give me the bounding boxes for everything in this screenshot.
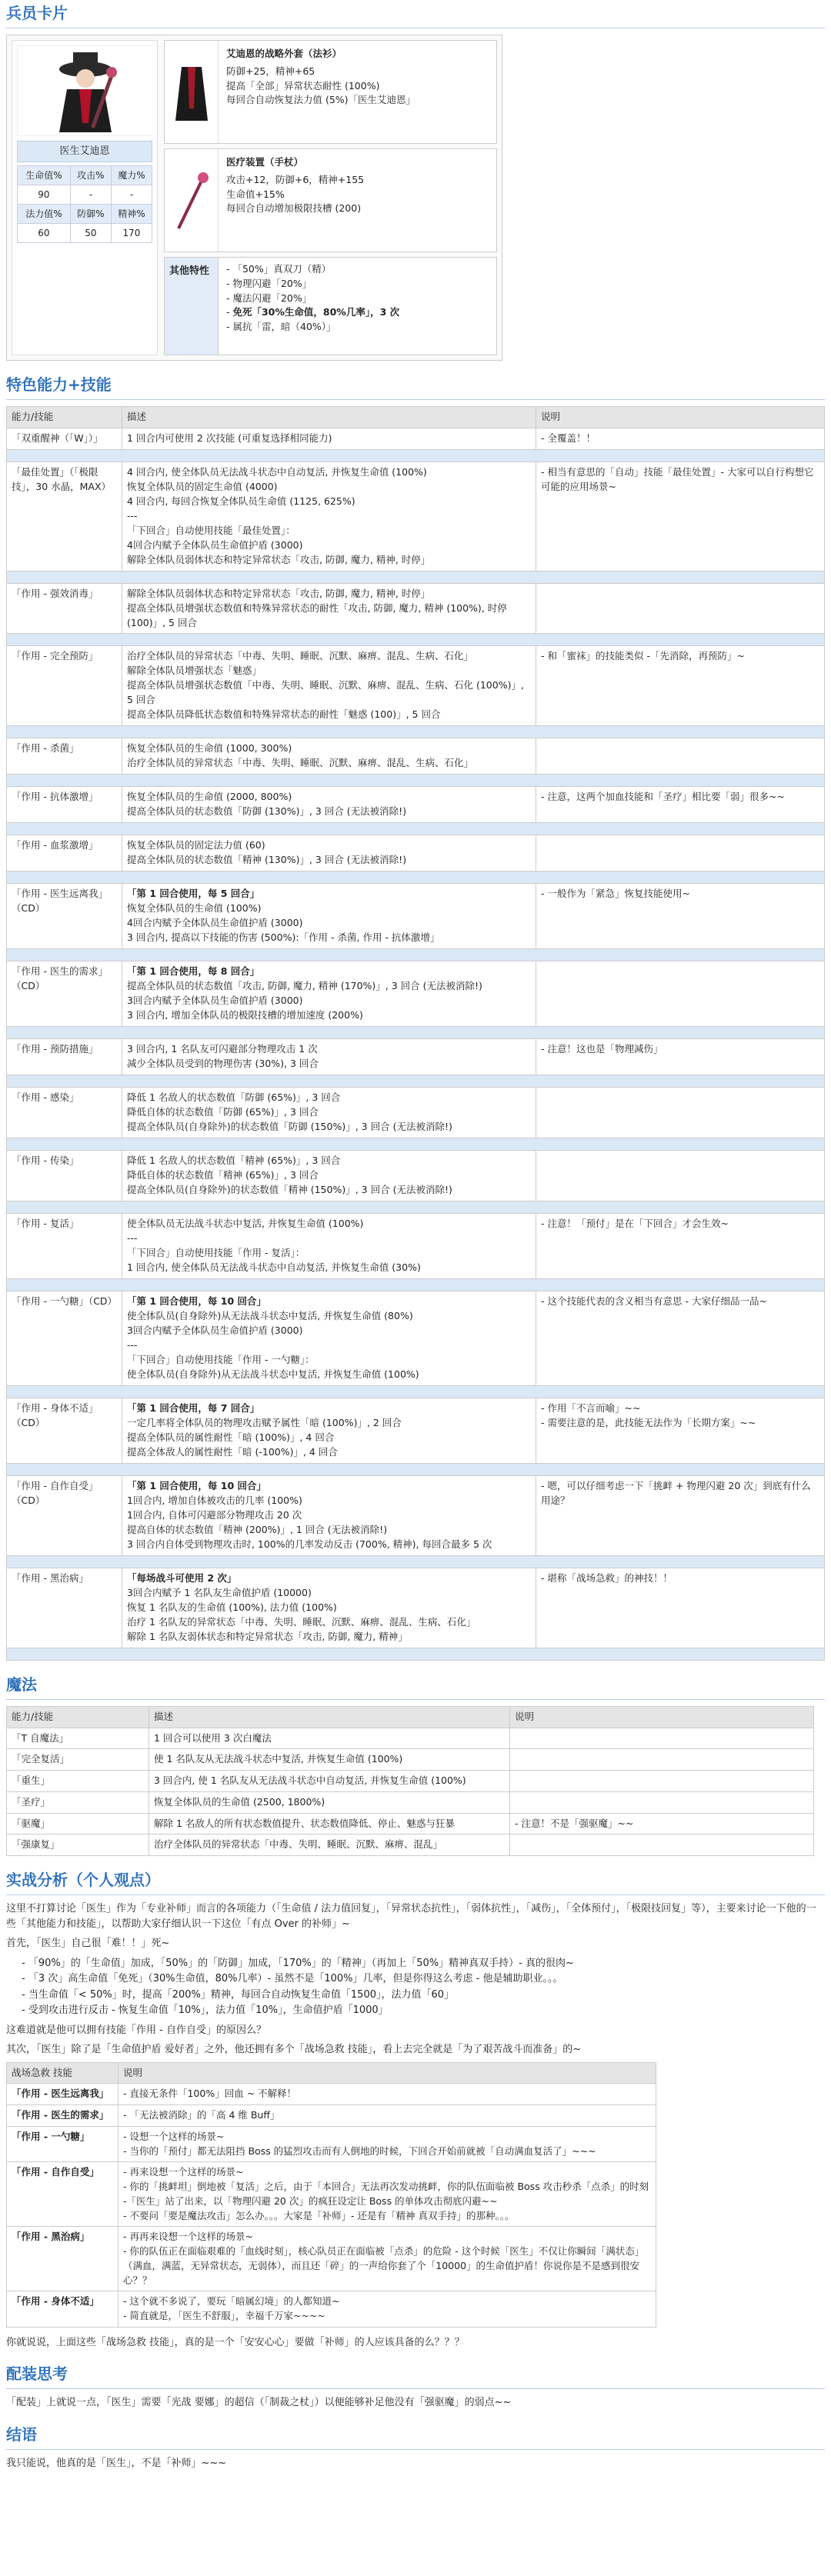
skill-name: 「作用 - 预防措施」	[7, 1038, 122, 1075]
skill-note	[536, 1087, 825, 1138]
desc-line: 治疗 1 名队友的异常状态「中毒、失明、睡眠、沉默、麻痹、混乱、生病、石化」	[127, 1615, 476, 1628]
skill-row	[7, 1568, 825, 1648]
equip-title: 医疗装置（手杖）	[226, 156, 304, 168]
separator-cell	[7, 1385, 825, 1398]
column-header: 能力/技能	[7, 407, 122, 428]
skill-row	[7, 1150, 825, 1201]
desc-line: 解除全体队员弱体状态和特定异常状态「攻击, 防御, 魔力, 精神, 时停」	[127, 587, 431, 599]
row-separator	[7, 1201, 825, 1213]
list-item: - 当生命值「< 50%」时，提高「200%」精神，每回合自动恢复生命值「1500」，法力值「60」	[22, 1988, 455, 2001]
trait-item: - 魔法闪避「20%」	[226, 292, 312, 304]
character-portrait	[17, 45, 152, 136]
desc-line: 「下回合」自动使用技能「作用 - 复活」：	[127, 1246, 305, 1258]
equip-line: 攻击+12，防御+6，精神+155	[226, 173, 365, 185]
magic-name: 「重生」	[7, 1771, 149, 1792]
desc-line: 降低 1 名敌人的状态数值「精神 (65%)」, 3 回合	[127, 1154, 341, 1166]
magic-note	[510, 1771, 814, 1792]
skill-name: 「作用 - 血浆激增」	[7, 835, 122, 871]
unit-card	[6, 35, 502, 361]
magic-row	[7, 1749, 814, 1771]
desc-line: 「每场战斗可使用 2 次」	[127, 1571, 237, 1584]
desc-line: 「下回合」自动使用技能「作用 - 一勺糖」：	[127, 1353, 315, 1365]
row-separator	[7, 871, 825, 883]
skill-note: - 作用「不言而喻」~~ - 需要注意的是，此技能无法作为「长期方案」~~	[536, 1398, 825, 1463]
section-title-conclusion: 结语	[6, 2421, 825, 2450]
desc-line: 恢复全体队员的生命值 (2000, 800%)	[127, 790, 292, 802]
skill-note	[536, 583, 825, 634]
skill-name: 「最佳处置」（「极限技」，30 水晶，MAX）	[7, 462, 122, 571]
desc-line: 「下回合」自动使用技能「最佳处置」：	[127, 524, 295, 536]
desc-line: 提高全体队员的状态数值「防御 (130%)」, 3 回合 (无法被消除!)	[127, 805, 407, 817]
conclusion-text: 我只能说，他真的是「医生」，不是「补师」~~~	[6, 2457, 227, 2469]
aid-row	[7, 2084, 656, 2105]
desc-line: 1回合内, 增加自体被攻击的几率 (100%)	[127, 1494, 302, 1506]
skill-row	[7, 883, 825, 948]
skill-desc	[122, 1475, 536, 1555]
desc-line: 恢复全体队员的生命值 (100%)	[127, 901, 262, 914]
stat-value: 60	[18, 223, 71, 242]
equipment-panel	[164, 40, 497, 355]
analysis-intro: 这里不打算讨论「医生」作为「专业补师」而言的各项能力（「生命值 / 法力值回复」，「异常状态抗性」，「弱体抗性」，「减伤」，「全体预付」，「极限技回复」等），主要来讨论一下他的一些「其他能力和技能」，以帮助大家仔细认识一下这位「有点 Over 的补师」~	[6, 1903, 816, 1930]
skill-note	[536, 1150, 825, 1201]
column-header: 描述	[149, 1706, 510, 1728]
aid-skill-name: 「作用 - 医生的需求」	[7, 2105, 118, 2127]
equip-line: 防御+25，精神+65	[226, 65, 315, 77]
desc-line: 治疗全体队员的异常状态「中毒、失明、睡眠、沉默、麻痹、混乱、生病、石化」	[127, 650, 474, 662]
row-separator	[7, 634, 825, 646]
character-name: 医生艾迪恩	[17, 141, 152, 162]
desc-line: ---	[127, 1338, 138, 1351]
skill-row	[7, 961, 825, 1026]
desc-line: ---	[127, 1231, 138, 1244]
magic-row	[7, 1813, 814, 1835]
skill-note: - 这个技能代表的含义相当有意思 - 大家仔细品一品~	[536, 1291, 825, 1385]
desc-line: 解除全体队员增强状态「魅惑」	[127, 665, 262, 677]
list-item: - 「90%」的「生命值」加成，「50%」的「防御」加成，「170%」的「精神」（再加上「50%」精神真双手持）- 真的很肉~	[22, 1957, 574, 1969]
column-header: 描述	[122, 407, 536, 428]
skill-desc	[122, 1213, 536, 1278]
skill-desc	[122, 462, 536, 571]
magic-note: - 注意！不是「强驱魔」~~	[510, 1813, 814, 1835]
desc-line: 提高全体队员增强状态数值和特殊异常状态的耐性「攻击, 防御, 魔力, 精神 (100%), 时停 (100)」, 5 回合	[127, 602, 507, 628]
equip-title: 艾迪恩的战略外套（法衫）	[226, 48, 342, 59]
aid-note: - 「无法被消除」的「高 4 维 Buff」	[118, 2105, 656, 2127]
row-separator	[7, 1278, 825, 1291]
list-item: - 「3 次」高生命值「免死」（30%生命值，80%几率）- 虽然不是「100%」几率，但是你得这么考虑 - 他是辅助职业。。。	[22, 1973, 563, 1984]
stat-header: 精神%	[111, 204, 152, 223]
row-separator	[7, 1385, 825, 1398]
magic-name: 「驱魔」	[7, 1813, 149, 1835]
column-header: 说明	[536, 407, 825, 428]
separator-cell	[7, 449, 825, 462]
skill-name: 「作用 - 感染」	[7, 1087, 122, 1138]
desc-line: 降低自体的状态数值「防御 (65%)」, 3 回合	[127, 1105, 319, 1118]
aid-note: - 这个就不多说了，要玩「暗属幻境」的人都知道~ - 简直就是，「医生不舒服」，幸福千万家~~~~	[118, 2291, 656, 2328]
skill-name: 「作用 - 身体不适」（CD）	[7, 1398, 122, 1463]
desc-line: 「第 1 回合使用，每 5 回合」	[127, 887, 260, 899]
magic-desc: 解除 1 名敌人的所有状态数值提升、状态数值降低、停止、魅惑与狂暴	[149, 1813, 510, 1835]
desc-line: 解除全体队员弱体状态和特定异常状态「攻击, 防御, 魔力, 精神, 时停」	[127, 553, 431, 565]
skill-name: 「作用 - 医生远离我」（CD）	[7, 883, 122, 948]
magic-row	[7, 1771, 814, 1792]
first-aid-table	[6, 2062, 656, 2328]
desc-line: 提高全体队员(自身除外)的状态数值「防御 (150%)」, 3 回合 (无法被消除!)	[127, 1120, 452, 1132]
desc-line: 使全体队员(自身除外)从无法战斗状态中复活, 并恢复生命值 (80%)	[127, 1309, 413, 1321]
equip-line: 每回合自动恢复法力值 (5%)「医生艾迪恩」	[226, 94, 416, 106]
row-separator	[7, 822, 825, 835]
other-traits	[164, 257, 497, 355]
separator-cell	[7, 1026, 825, 1038]
separator-cell	[7, 1201, 825, 1213]
stat-value: -	[70, 185, 111, 204]
desc-line: ---	[127, 509, 138, 522]
row-separator	[7, 1555, 825, 1568]
skill-desc	[122, 786, 536, 822]
skill-row	[7, 462, 825, 571]
desc-line: 使全体队员无法战斗状态中复活, 并恢复生命值 (100%)	[127, 1217, 364, 1229]
desc-line: 3回合内赋予全体队员生命值护盾 (3000)	[127, 1324, 303, 1336]
row-separator	[7, 1026, 825, 1038]
magic-desc: 3 回合内, 使 1 名队友从无法战斗状态中自动复活, 并恢复生命值 (100%)	[149, 1771, 510, 1792]
aid-skill-name: 「作用 - 医生远离我」	[7, 2084, 118, 2105]
separator-cell	[7, 1555, 825, 1568]
skill-name: 「作用 - 黑治病」	[7, 1568, 122, 1648]
magic-name: 「强康复」	[7, 1835, 149, 1856]
equip-line: 提高「全部」异常状态耐性 (100%)	[226, 79, 380, 92]
row-separator	[7, 1138, 825, 1150]
skill-row	[7, 1087, 825, 1138]
analysis-p1-end: 这难道就是他可以拥有技能「作用 - 自作自受」的原因么？	[6, 2024, 266, 2036]
skill-desc	[122, 883, 536, 948]
separator-cell	[7, 725, 825, 738]
skill-note: - 和「蜜袜」的技能类似 -「先消除，再预防」~	[536, 646, 825, 726]
skill-desc	[122, 1150, 536, 1201]
skill-name: 「作用 - 一勺糖」（CD）	[7, 1291, 122, 1385]
desc-line: 恢复全体队员的固定法力值 (60)	[127, 838, 265, 851]
separator-cell	[7, 1075, 825, 1087]
desc-line: 3 回合内, 1 名队友可闪避部分物理攻击 1 次	[127, 1042, 318, 1055]
row-separator	[7, 571, 825, 583]
magic-name: 「T 自魔法」	[7, 1728, 149, 1749]
stat-value: 90	[18, 185, 71, 204]
desc-line: 解除 1 名队友弱体状态和特定异常状态「攻击, 防御, 魔力, 精神」	[127, 1630, 408, 1642]
analysis-p2: 其次，「医生」除了是「生命值护盾 爱好者」之外，他还拥有多个「战场急救 技能」，看上去完全就是「为了艰苦战斗而准备」的~	[6, 2044, 582, 2055]
config-text: 「配装」上就说一点，「医生」需要「光战 要娜」的超信（「制裁之杖」）以便能够补足他没有「强驱魔」的弱点~~	[6, 2397, 512, 2409]
separator-cell	[7, 1278, 825, 1291]
desc-line: 提高全体队员(自身除外)的状态数值「精神 (150%)」, 3 回合 (无法被消除!)	[127, 1183, 452, 1195]
equip-line: 每回合自动增加极限技槽 (200)	[226, 202, 362, 215]
desc-line: 4 回合内, 使全体队员无法战斗状态中自动复活, 并恢复生命值 (100%)	[127, 465, 427, 478]
stat-value: 50	[70, 223, 111, 242]
magic-desc: 使 1 名队友从无法战斗状态中复活, 并恢复生命值 (100%)	[149, 1749, 510, 1771]
skills-table	[6, 406, 825, 1661]
skill-note: - 注意！这也是「物理减伤」	[536, 1038, 825, 1075]
magic-desc: 1 回合可以使用 3 次白魔法	[149, 1728, 510, 1749]
aid-row	[7, 2105, 656, 2127]
trait-item: - 属抗「雷，暗（40%）」	[226, 321, 336, 332]
desc-line: 4回合内赋予全体队员生命值护盾 (3000)	[127, 538, 303, 551]
skill-desc	[122, 646, 536, 726]
skill-row	[7, 1213, 825, 1278]
skill-desc	[122, 961, 536, 1026]
desc-line: 「第 1 回合使用，每 8 回合」	[127, 965, 260, 977]
stat-header: 攻击%	[70, 165, 111, 185]
magic-desc: 治疗全体队员的异常状态「中毒、失明、睡眠、沉默、麻痹、混乱」	[149, 1835, 510, 1856]
trait-item: - 免死「30%生命值，80%几率」，3 次	[226, 306, 400, 318]
separator-cell	[7, 1138, 825, 1150]
aid-skill-name: 「作用 - 黑治病」	[7, 2227, 118, 2291]
row-separator	[7, 1075, 825, 1087]
separator-cell	[7, 948, 825, 961]
aid-row	[7, 2227, 656, 2291]
skill-note: - 嗯，可以仔细考虑一下「挑衅 + 物理闪避 20 次」到底有什么用途？	[536, 1475, 825, 1555]
aid-note: - 再来设想一个这样的场景~ - 你的「挑衅坦」倒地被「复活」之后，由于「本回合」无法再次发动挑衅，你的队伍面临被 Boss 攻击秒杀「点杀」的时刻 -「医生」站了出来，以「物理闪避 20 次」的疯狂设定让 Boss 的单体攻击彻底闪避~~ - 不要问「要是魔法攻击」怎么办。。。大家是「补师」- 还是有「精神 真双手持」的那种。。。	[118, 2162, 656, 2227]
skill-name: 「作用 - 完全预防」	[7, 646, 122, 726]
skill-row	[7, 428, 825, 449]
trait-item: - 「50%」真双刀（精）	[226, 263, 332, 275]
skill-name: 「作用 - 复活」	[7, 1213, 122, 1278]
staff-icon	[165, 149, 219, 252]
desc-line: 「第 1 回合使用，每 10 回合」	[127, 1479, 267, 1491]
magic-row	[7, 1835, 814, 1856]
skill-row	[7, 1475, 825, 1555]
desc-line: 4 回合内, 每回合恢复全体队员生命值 (1125, 625%)	[127, 495, 355, 507]
skill-row	[7, 1291, 825, 1385]
skill-desc	[122, 738, 536, 774]
analysis-p1: 首先，「医生」自己很「难！！」死~	[6, 1938, 170, 1949]
desc-line: 「第 1 回合使用，每 10 回合」	[127, 1295, 267, 1307]
coat-icon	[165, 41, 219, 143]
desc-line: 3回合内赋予 1 名队友生命值护盾 (10000)	[127, 1586, 312, 1598]
desc-line: 提高全体队员的状态数值「攻击, 防御, 魔力, 精神 (170%)」, 3 回合 (无法被消除!)	[127, 979, 482, 991]
separator-cell	[7, 1648, 825, 1660]
skill-note: - 相当有意思的「自动」技能「最佳处置」- 大家可以自行构想它可能的应用场景~	[536, 462, 825, 571]
magic-desc: 恢复全体队员的生命值 (2500, 1800%)	[149, 1791, 510, 1813]
skill-name: 「作用 - 自作自受」（CD）	[7, 1475, 122, 1555]
magic-row	[7, 1791, 814, 1813]
portrait-panel	[12, 40, 158, 355]
skill-name: 「作用 - 医生的需求」（CD）	[7, 961, 122, 1026]
magic-note	[510, 1835, 814, 1856]
skill-name: 「作用 - 强效消毒」	[7, 583, 122, 634]
aid-row	[7, 2126, 656, 2162]
desc-line: 3 回合内, 提高以下技能的伤害 (500%):「作用 - 杀菌, 作用 - 抗体激增」	[127, 931, 440, 943]
section-title-analysis: 实战分析（个人观点）	[6, 1867, 825, 1895]
desc-line: 1 回合内可使用 2 次技能 (可重复选择相同能力)	[127, 432, 332, 444]
row-separator	[7, 774, 825, 786]
magic-table	[6, 1706, 814, 1856]
other-traits-label: 其他特性	[165, 258, 219, 355]
desc-line: 恢复全体队员的生命值 (1000, 300%)	[127, 741, 292, 754]
other-traits-list	[219, 258, 407, 355]
section-title-config: 配装思考	[6, 2361, 825, 2389]
skill-row	[7, 738, 825, 774]
skill-note: - 一般作为「紧急」恢复技能使用~	[536, 883, 825, 948]
separator-cell	[7, 871, 825, 883]
skill-row	[7, 583, 825, 634]
equip-weapon	[164, 148, 497, 252]
aid-skill-name: 「作用 - 身体不适」	[7, 2291, 118, 2328]
skill-desc	[122, 835, 536, 871]
magic-name: 「完全复活」	[7, 1749, 149, 1771]
section-title-magic: 魔法	[6, 1671, 825, 1700]
stat-header: 魔力%	[111, 165, 152, 185]
row-separator	[7, 1648, 825, 1660]
skill-row	[7, 1398, 825, 1463]
row-separator	[7, 449, 825, 462]
list-item: - 受到攻击进行反击 - 恢复生命值「10%」，法力值「10%」，生命值护盾「1000」	[22, 2004, 389, 2016]
separator-cell	[7, 571, 825, 583]
desc-line: 3回合内赋予全体队员生命值护盾 (3000)	[127, 994, 303, 1006]
skill-note	[536, 738, 825, 774]
skill-note: - 注意！「预付」是在「下回合」才会生效~	[536, 1213, 825, 1278]
desc-line: 提高全体队员降低状态数值和特殊异常状态的耐性「魅惑 (100)」, 5 回合	[127, 708, 441, 720]
stat-header: 法力值%	[18, 204, 71, 223]
desc-line: 提高自体的状态数值「精神 (200%)」, 1 回合 (无法被消除!)	[127, 1523, 388, 1535]
desc-line: 提高全体队员的属性耐性「暗 (100%)」, 4 回合	[127, 1431, 335, 1443]
skill-note: - 注意，这两个加血技能和「圣疗」相比要「弱」很多~~	[536, 786, 825, 822]
equip-line: 生命值+15%	[226, 188, 285, 200]
skill-desc	[122, 1087, 536, 1138]
desc-line: 降低 1 名敌人的状态数值「防御 (65%)」, 3 回合	[127, 1091, 341, 1103]
skill-name: 「作用 - 抗体激增」	[7, 786, 122, 822]
column-header: 说明	[510, 1706, 814, 1728]
desc-line: 治疗全体队员的异常状态「中毒、失明、睡眠、沉默、麻痹、混乱、生病、石化」	[127, 756, 474, 768]
desc-line: 降低自体的状态数值「精神 (65%)」, 3 回合	[127, 1168, 319, 1181]
skill-note: - 堪称「战场急救」的神技！！	[536, 1568, 825, 1648]
desc-line: 提高全体敌人的属性耐性「暗 (-100%)」, 4 回合	[127, 1445, 338, 1458]
aid-skill-name: 「作用 - 一勺糖」	[7, 2126, 118, 2162]
separator-cell	[7, 1463, 825, 1475]
skill-desc	[122, 1568, 536, 1648]
desc-line: 1 回合内, 使全体队员无法战斗状态中自动复活, 并恢复生命值 (30%)	[127, 1261, 421, 1273]
skill-name: 「作用 - 杀菌」	[7, 738, 122, 774]
stats-table	[17, 165, 152, 243]
stat-header: 生命值%	[18, 165, 71, 185]
skill-name: 「作用 - 传染」	[7, 1150, 122, 1201]
section-title-skills: 特色能力+技能	[6, 372, 825, 400]
analysis-p3: 你就说说，上面这些「战场急救 技能」，真的是一个「安安心心」要做「补师」的人应该具备的么？？？	[6, 2336, 465, 2348]
aid-note: - 设想一个这样的场景~ - 当你的「预付」都无法阻挡 Boss 的猛烈攻击而有人倒地的时候，下回合开始前就被「自动满血复活了」~~~	[118, 2126, 656, 2162]
row-separator	[7, 725, 825, 738]
aid-note: - 直接无条件「100%」回血 ~ 不解释！	[118, 2084, 656, 2105]
desc-line: 3 回合内自体受到物理攻击时, 100%的几率发动反击 (700%, 精神), 每回合最多 5 次	[127, 1538, 492, 1550]
stat-value: -	[111, 185, 152, 204]
separator-cell	[7, 822, 825, 835]
skill-note: - 全覆盖！！	[536, 428, 825, 449]
skill-name: 「双重醒神（「W」）」	[7, 428, 122, 449]
skill-note	[536, 835, 825, 871]
separator-cell	[7, 634, 825, 646]
column-header: 战场急救 技能	[7, 2062, 118, 2084]
magic-note	[510, 1791, 814, 1813]
row-separator	[7, 948, 825, 961]
aid-note: - 再再来设想一个这样的场景~ - 你的队伍正在面临艰难的「血线时刻」，核心队员正在面临被「点杀」的危险 - 这个时候「医生」不仅让你瞬间「满状态」（满血，满蓝，无异常状态，无弱体），而且还「碎」的一声给你套了个「10000」的生命值护盾！你说你是不是感到很安心？？	[118, 2227, 656, 2291]
skill-note	[536, 961, 825, 1026]
skill-desc	[122, 428, 536, 449]
desc-line: 恢复 1 名队友的生命值 (100%), 法力值 (100%)	[127, 1601, 337, 1613]
desc-line: 恢复全体队员的固定生命值 (4000)	[127, 480, 278, 492]
aid-row	[7, 2291, 656, 2328]
analysis-p1-list	[22, 1956, 825, 2018]
equip-armor	[164, 40, 497, 144]
desc-line: 4回合内赋予全体队员生命值护盾 (3000)	[127, 916, 303, 928]
column-header: 能力/技能	[7, 1706, 149, 1728]
skill-row	[7, 1038, 825, 1075]
desc-line: 提高全体队员的状态数值「精神 (130%)」, 3 回合 (无法被消除!)	[127, 853, 407, 865]
skill-desc	[122, 1398, 536, 1463]
aid-row	[7, 2162, 656, 2227]
stat-header: 防御%	[70, 204, 111, 223]
column-header: 说明	[118, 2062, 656, 2084]
separator-cell	[7, 774, 825, 786]
desc-line: 1回合内, 自体可闪避部分物理攻击 20 次	[127, 1508, 302, 1521]
skill-row	[7, 646, 825, 726]
skill-desc	[122, 1038, 536, 1075]
magic-name: 「圣疗」	[7, 1791, 149, 1813]
section-title-card: 兵员卡片	[6, 0, 825, 28]
desc-line: 提高全体队员增强状态数值「中毒、失明、睡眠、沉默、麻痹、混乱、生病、石化 (100%)」, 5 回合	[127, 679, 524, 705]
row-separator	[7, 1463, 825, 1475]
desc-line: 使全体队员(自身除外)从无法战斗状态中复活, 并恢复生命值 (100%)	[127, 1368, 419, 1380]
trait-item: - 物理闪避「20%」	[226, 277, 312, 289]
skill-row	[7, 835, 825, 871]
magic-note	[510, 1728, 814, 1749]
magic-note	[510, 1749, 814, 1771]
skill-desc	[122, 583, 536, 634]
skill-desc	[122, 1291, 536, 1385]
desc-line: 3 回合内, 增加全体队员的极限技槽的增加速度 (200%)	[127, 1008, 363, 1021]
desc-line: 「第 1 回合使用，每 7 回合」	[127, 1401, 260, 1414]
aid-skill-name: 「作用 - 自作自受」	[7, 2162, 118, 2227]
skill-row	[7, 786, 825, 822]
desc-line: 减少全体队员受到的物理伤害 (30%), 3 回合	[127, 1057, 319, 1069]
desc-line: 一定几率将全体队员的物理攻击赋予属性「暗 (100%)」, 2 回合	[127, 1416, 402, 1428]
stat-value: 170	[111, 223, 152, 242]
magic-row	[7, 1728, 814, 1749]
